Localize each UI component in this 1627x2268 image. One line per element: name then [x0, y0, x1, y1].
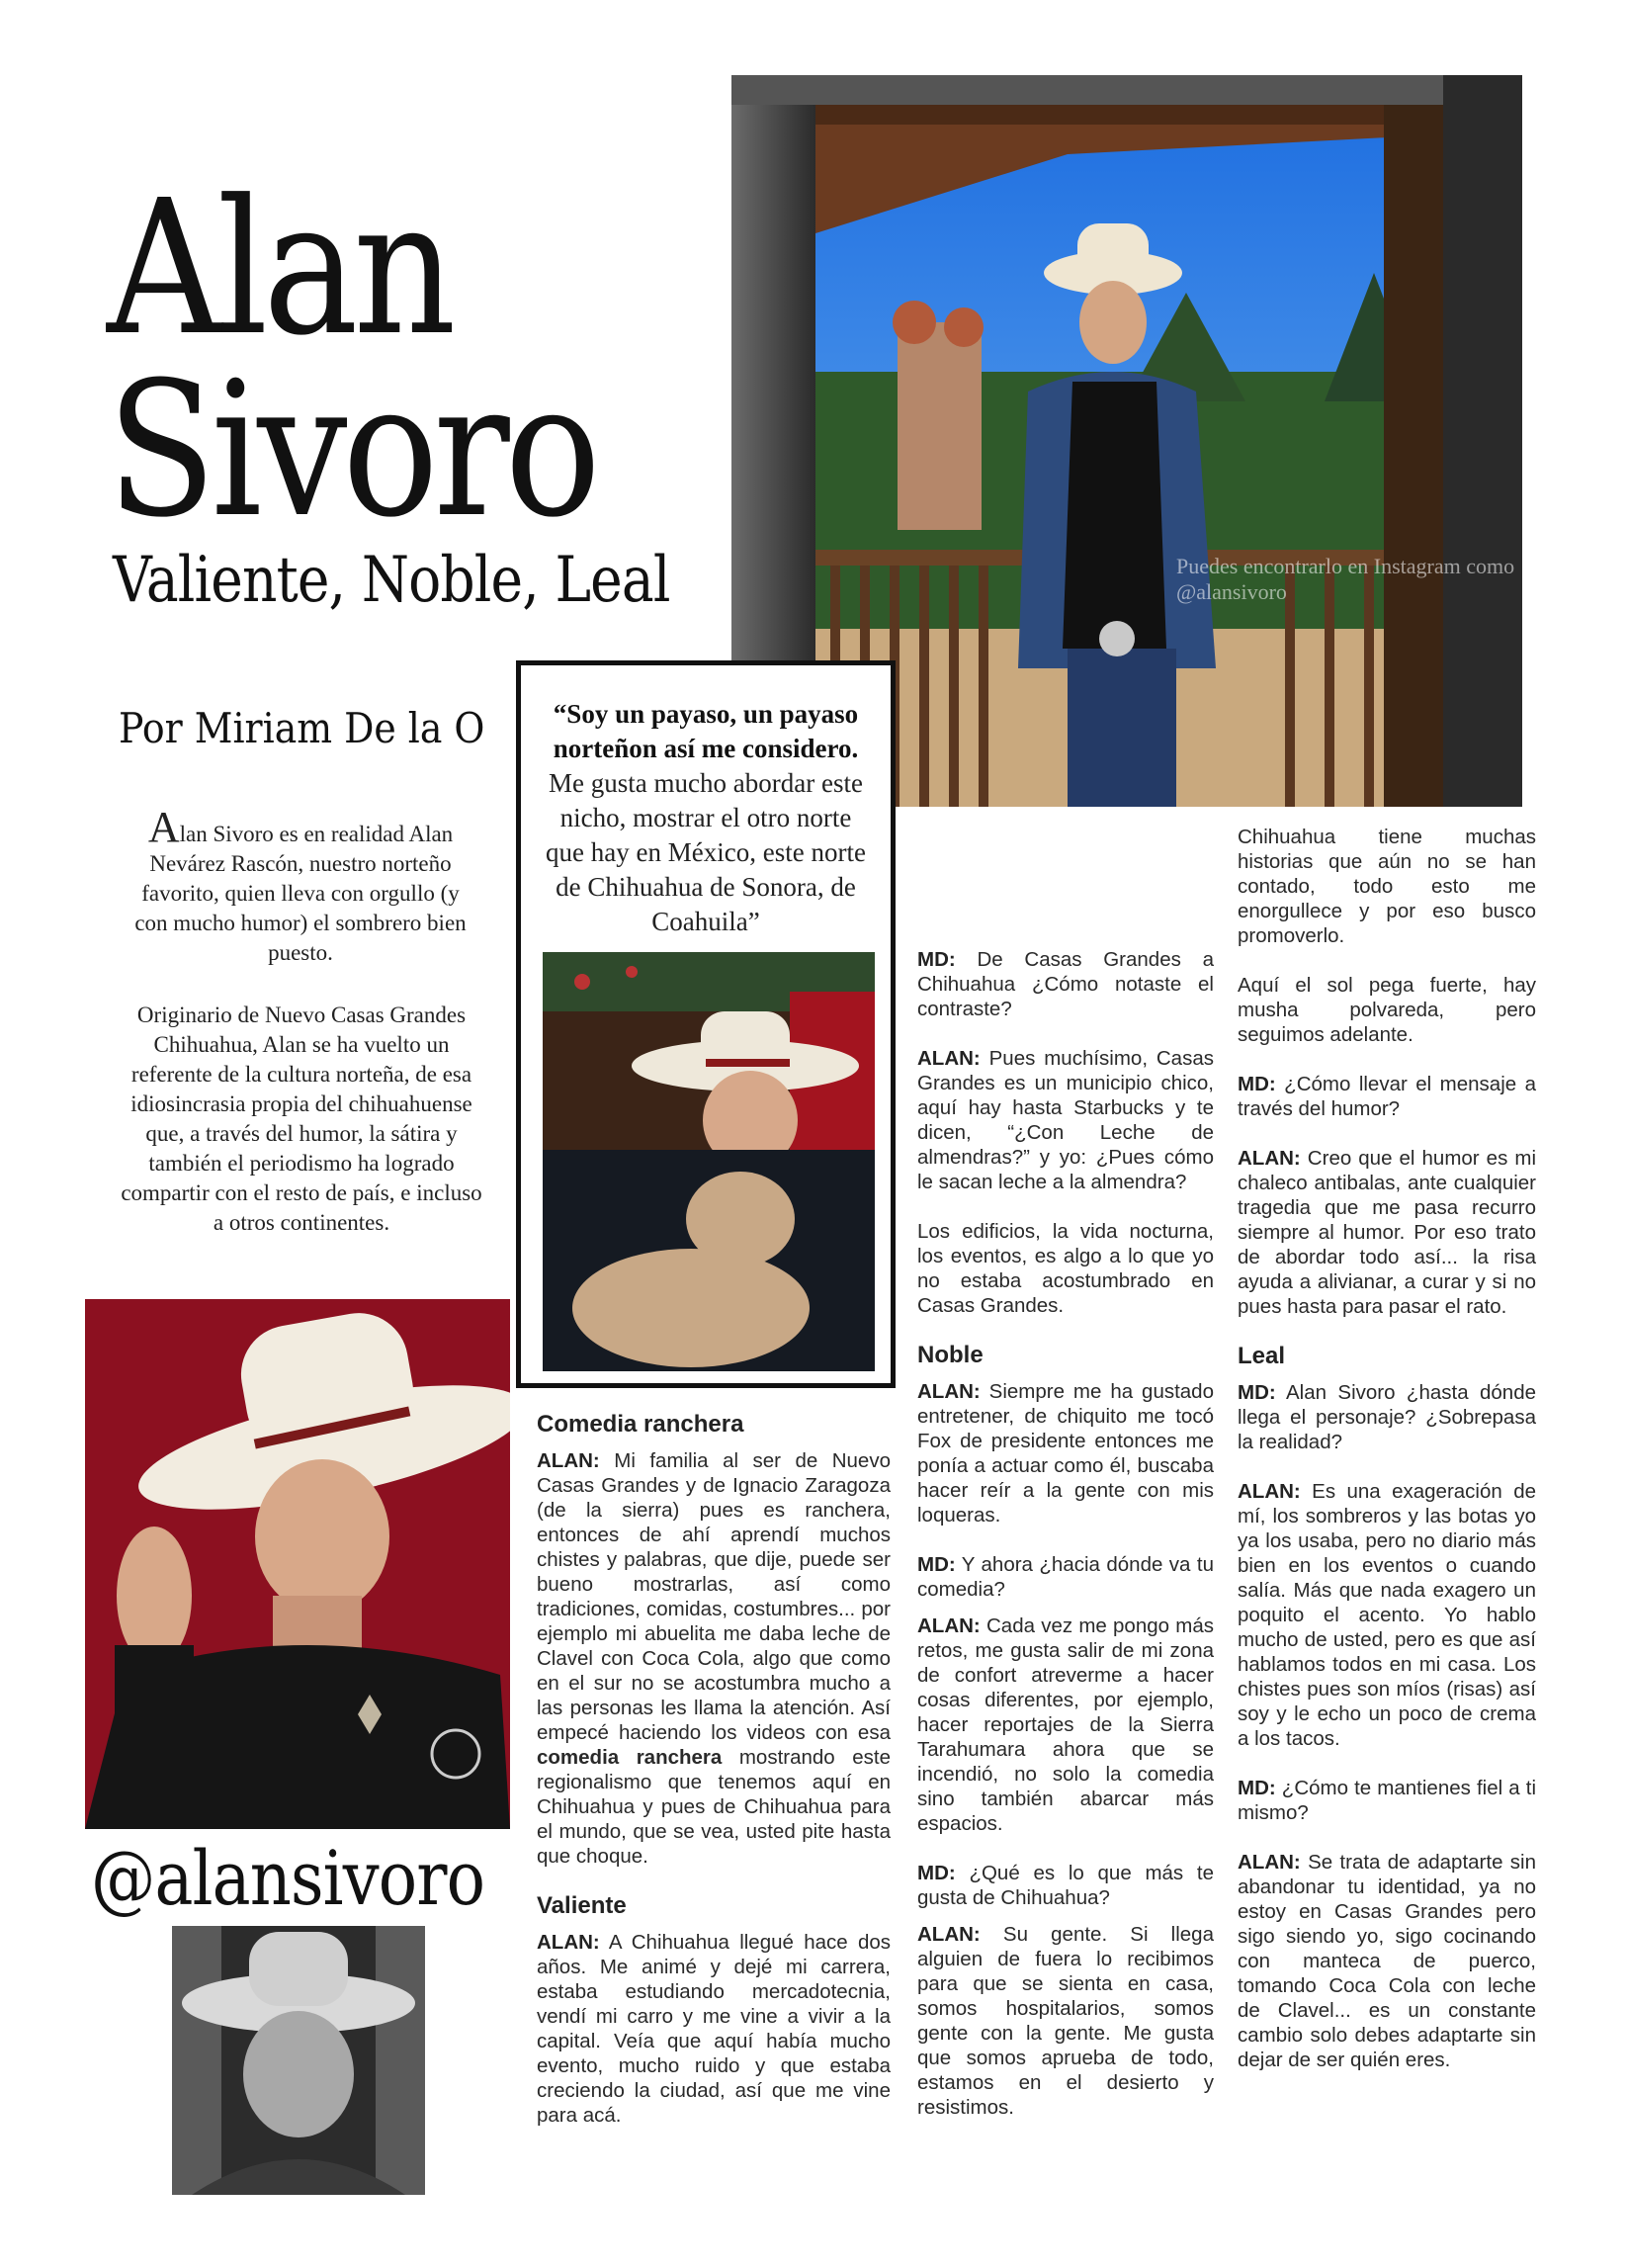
section-heading-noble: Noble [917, 1342, 984, 1368]
question-text: De Casas Grandes a Chihuahua ¿Cómo notaste el contraste? [917, 948, 1214, 1020]
section-heading-valiente: Valiente [537, 1892, 627, 1919]
speaker-label: ALAN: [537, 1449, 600, 1472]
answer-text: Cada vez me pongo más retos, me gusta salir de mi zona de confort atreverme a hacer cosas diferentes, por ejemplo, hacer reportajes de la Sierra Tarahumara ahora que se incendió, no solo la comedia sino también abarcar más espacios. [917, 1614, 1214, 1835]
portrait-red-illustration [85, 1299, 510, 1829]
speaker-label: ALAN: [917, 1923, 981, 1946]
teddy-bear-photo-illustration [543, 952, 875, 1371]
answer-text: Es una exageración de mí, los sombreros y las botas yo ya los usaba, pero no diario más bien en los eventos o cuando salía. Más que nada exagero un poquito el acento. Yo hablo mucho de usted, pero es que así hablamos todos en mi casa. Los chistes pues son míos (risas) así soy y le echo un poco de crema a los tacos. [1238, 1480, 1536, 1750]
speaker-label: ALAN: [917, 1380, 981, 1403]
answer-text: mostrando este regionalismo que tenemos aquí en Chihuahua y pues de Chihuahua para el mundo, que se vea, usted pite hasta que choque. [537, 1746, 891, 1868]
answer-text: Su gente. Si llega alguien de fuera lo recibimos para que se sienta en casa, somos hospitalarios, somos gente con la gente. Me gusta que somos aprueba de todo, estamos en el desierto y resistimos. [917, 1923, 1214, 2119]
speaker-label: ALAN: [537, 1931, 600, 1954]
answer-paragraph [1238, 1479, 1536, 1751]
speaker-label: ALAN: [1238, 1851, 1301, 1874]
question-text: ¿Cómo llevar el mensaje a través del humor? [1238, 1073, 1536, 1120]
question-text: Y ahora ¿hacia dónde va tu comedia? [917, 1553, 1214, 1601]
intro-paragraph-1 [125, 803, 476, 968]
question-text: Alan Sivoro ¿hasta dónde llega el personaje? ¿Sobrepasa la realidad? [1238, 1381, 1536, 1453]
answer-paragraph [537, 1930, 891, 2128]
answer-paragraph [1238, 1850, 1536, 2072]
speaker-label: MD: [917, 1862, 956, 1884]
answer-paragraph: Aquí el sol pega fuerte, hay musha polvareda, pero seguimos adelante. [1238, 974, 1536, 1046]
answer-text: Creo que el humor es mi chaleco antibalas, ante cualquier tragedia que me pasa recurro siempre al humor. Por eso trato de abordar todo así... la risa ayuda a alivianar, a curar y si no pues hasta para pasar el rato. [1238, 1147, 1536, 1318]
speaker-label: ALAN: [917, 1614, 981, 1637]
subtitle: Valiente, Noble, Leal [113, 544, 670, 617]
speaker-label: MD: [917, 948, 956, 971]
pull-quote-bold: “Soy un payaso, un payaso norteñon así me considero. [553, 699, 859, 763]
answer-paragraph [1238, 1146, 1536, 1319]
title-first-name: Alan [107, 160, 452, 377]
article-column-2 [917, 947, 1214, 2144]
instagram-handle[interactable]: @alansivoro [91, 1834, 485, 1922]
section-heading-comedia: Comedia ranchera [537, 1411, 744, 1438]
question-paragraph [1238, 1380, 1536, 1454]
article-column-1 [537, 1412, 891, 2152]
article-column-3 [1238, 825, 1536, 2097]
drop-cap: A [147, 803, 180, 851]
intro-paragraph-2: Originario de Nuevo Casas Grandes Chihuahua, Alan se ha vuelto un referente de la cultura norteña, de esa idiosincrasia propia del chihuahuense que, a través del humor, la sátira y también el periodismo ha logrado compartir con el resto de país, e incluso a otros continentes. [121, 1003, 482, 1235]
question-paragraph [917, 1552, 1214, 1602]
portrait-red-photo [85, 1299, 510, 1829]
question-paragraph [917, 1861, 1214, 1910]
bw-portrait-photo [172, 1926, 425, 2195]
answer-text: Se trata de adaptarte sin abandonar tu identidad, ya no estoy en Casas Grandes pero sigo siendo yo, sigo cocinando con manteca de puerco, tomando Coca Cola con leche de Clavel... es un constante cambio solo debes adaptarte sin dejar de ser quién eres. [1238, 1851, 1536, 2071]
speaker-label: MD: [1238, 1381, 1276, 1404]
pull-quote-box [516, 660, 896, 1388]
question-paragraph [1238, 1776, 1536, 1825]
speaker-label: MD: [1238, 1777, 1276, 1799]
answer-paragraph [537, 1448, 891, 1869]
intro-text: lan Sivoro es en realidad Alan Nevárez Rascón, nuestro norteño favorito, quien lleva con orgullo (y con mucho humor) el sombrero bien puesto. [134, 822, 467, 965]
answer-text: Pues muchísimo, Casas Grandes es un municipio chico, aquí hay hasta Starbucks y te dicen, “¿Con Leche de almendras?” y yo: ¿Pues cómo le sacan leche a la almendra? [917, 1047, 1214, 1193]
answer-paragraph [917, 1614, 1214, 1836]
speaker-label: ALAN: [917, 1047, 981, 1070]
pull-quote [545, 697, 867, 939]
answer-text: A Chihuahua llegué hace dos años. Me animé y dejé mi carrera, estaba estudiando mercadotecnia, vendí mi carro y me vine a vivir a la capital. Veía que aquí había mucho evento, mucho ruido y que estaba creciendo la ciudad, así que me vine para acá. [537, 1931, 891, 2127]
question-text: ¿Cómo te mantienes fiel a ti mismo? [1238, 1777, 1536, 1824]
question-paragraph [917, 947, 1214, 1021]
title-last-name: Sivoro [107, 342, 596, 559]
section-heading-leal: Leal [1238, 1343, 1286, 1369]
speaker-label: MD: [917, 1553, 956, 1576]
answer-bold: comedia ranchera [537, 1746, 723, 1769]
answer-paragraph [917, 1379, 1214, 1527]
speaker-label: MD: [1238, 1073, 1276, 1095]
answer-paragraph [917, 1046, 1214, 1194]
question-paragraph [1238, 1072, 1536, 1121]
pull-quote-rest: Me gusta mucho abordar este nicho, mostrar el otro norte que hay en México, este norte de Chihuahua de Sonora, de Coahuila” [546, 768, 866, 936]
answer-text: Mi familia al ser de Nuevo Casas Grandes y de Ignacio Zaragoza (de la sierra) pues es ranchera, entonces de ahí aprendí muchos chistes y palabras, que dije, puede ser bueno mostrarlas, así como tradiciones, comidas, costumbres... por ejemplo mi abuelita me daba leche de Clavel con Coca Cola, algo que como en el sur no se acostumbra mucho a las personas les llama la atención. Así empecé haciendo los videos con esa [537, 1449, 891, 1744]
byline: Por Miriam De la O [119, 704, 485, 752]
answer-text: Siempre me ha gustado entretener, de chiquito me tocó Fox de presidente entonces me ponía a actuar como él, buscaba hacer reír a la gente con mis loqueras. [917, 1380, 1214, 1527]
question-text: ¿Qué es lo que más te gusta de Chihuahua? [917, 1862, 1214, 1909]
speaker-label: ALAN: [1238, 1147, 1301, 1170]
bw-portrait-illustration [172, 1926, 425, 2195]
photo-caption: Puedes encontrarlo en Instagram como @alansivoro [1176, 554, 1515, 604]
answer-paragraph: Los edificios, la vida nocturna, los eventos, es algo a lo que yo no estaba acostumbrado en Casas Grandes. [917, 1220, 1214, 1317]
answer-paragraph: Chihuahua tiene muchas historias que aún no se han contado, todo esto me enorgullece y por eso busco promoverlo. [1238, 826, 1536, 947]
answer-paragraph [917, 1922, 1214, 2120]
teddy-bear-photo [543, 952, 875, 1371]
speaker-label: ALAN: [1238, 1480, 1301, 1503]
